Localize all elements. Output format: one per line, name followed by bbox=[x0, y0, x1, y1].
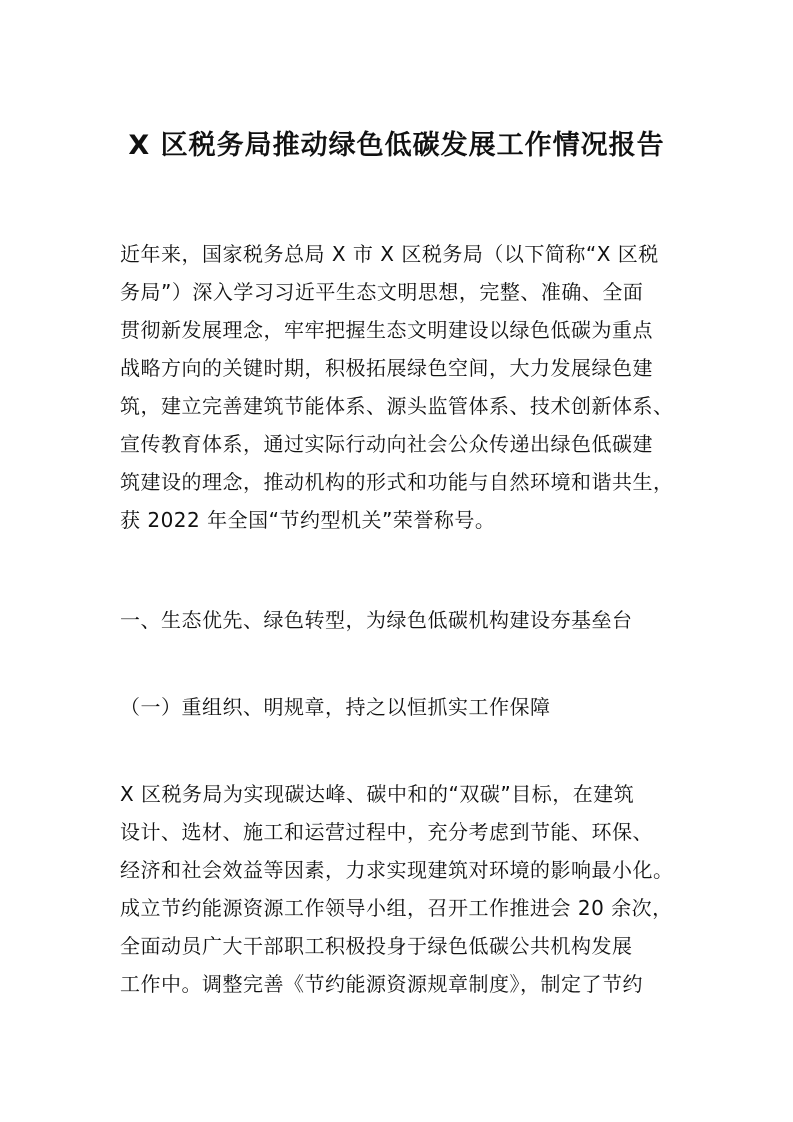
body-line: 经济和社会效益等因素，力求实现建筑对环境的影响最小化。 bbox=[120, 858, 674, 882]
intro-line: 获 2022 年全国“节约型机关”荣誉称号。 bbox=[120, 508, 496, 532]
intro-line: 近年来，国家税务总局 X 市 X 区税务局（以下简称“X 区税 bbox=[120, 242, 659, 266]
intro-line: 筑，建立完善建筑节能体系、源头监管体系、技术创新体系、 bbox=[120, 394, 674, 418]
intro-line: 宣传教育体系，通过实际行动向社会公众传递出绿色低碳建 bbox=[120, 432, 653, 456]
body-line: 工作中。调整完善《节约能源资源规章制度》，制定了节约 bbox=[120, 972, 643, 996]
body-line: X 区税务局为实现碳达峰、碳中和的“双碳”目标，在建筑 bbox=[120, 782, 635, 806]
intro-line: 筑建设的理念，推动机构的形式和功能与自然环境和谐共生， bbox=[120, 470, 674, 494]
intro-line: 务局”）深入学习习近平生态文明思想，完整、准确、全面 bbox=[120, 280, 644, 304]
body-line: 成立节约能源资源工作领导小组，召开工作推进会 20 余次， bbox=[120, 896, 673, 920]
intro-line: 贯彻新发展理念，牢牢把握生态文明建设以绿色低碳为重点 bbox=[120, 318, 653, 342]
section-heading: 一、生态优先、绿色转型，为绿色低碳机构建设夯基垒台 bbox=[120, 608, 633, 632]
document-title: X 区税务局推动绿色低碳发展工作情况报告 bbox=[128, 130, 665, 161]
intro-line: 战略方向的关键时期，积极拓展绿色空间，大力发展绿色建 bbox=[120, 356, 653, 380]
subsection-heading: （一）重组织、明规章，持之以恒抓实工作保障 bbox=[120, 695, 551, 719]
body-line: 设计、选材、施工和运营过程中，充分考虑到节能、环保、 bbox=[120, 820, 653, 844]
body-line: 全面动员广大干部职工积极投身于绿色低碳公共机构发展 bbox=[120, 934, 633, 958]
